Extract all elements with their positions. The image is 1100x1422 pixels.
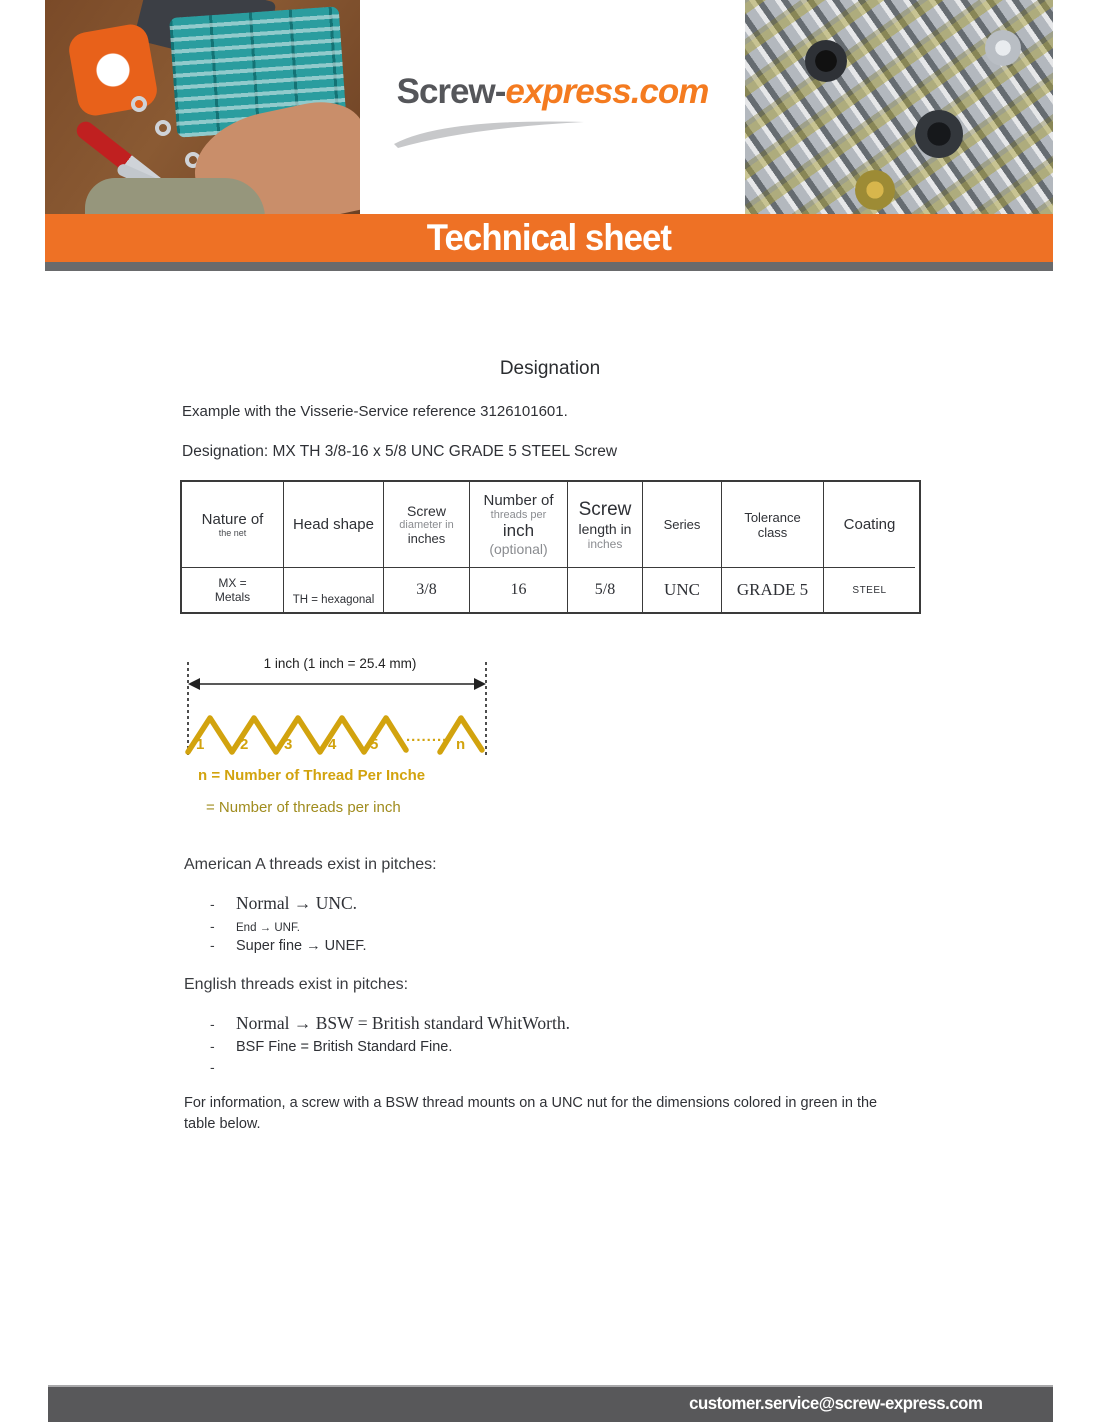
logo-text-express: express.com (505, 72, 709, 111)
thread-number: 2 (240, 736, 249, 753)
list-item: - Normal → UNC. (210, 893, 358, 913)
table-cell-tolerance: GRADE 5 (721, 568, 823, 612)
thread-n-label: n (456, 736, 466, 753)
list-item: - Normal → BSW = British standard WhitWorth. (210, 1013, 570, 1033)
table-header-coating: Coating (823, 482, 915, 568)
photo-washer (155, 120, 171, 136)
page-title: Designation (499, 358, 601, 379)
site-logo (360, 72, 745, 112)
thread-number: 3 (284, 736, 293, 753)
table-cell-threads: 16 (469, 568, 567, 612)
thread-zigzag-illustration (180, 656, 500, 766)
photo-sleeve (85, 178, 265, 214)
thread-pitch-diagram (180, 656, 500, 766)
table-cell-diameter: 3/8 (383, 568, 469, 612)
table-header-head-shape: Head shape (283, 482, 383, 568)
table-cell-nature: MX = Metals (214, 576, 251, 604)
banner-divider (45, 262, 1053, 271)
designation-line: Designation: MX TH 3/8-16 x 5/8 UNC GRADE 5 STEEL Screw (182, 443, 618, 460)
english-threads-list (210, 1013, 570, 1076)
table-cell-head-shape: TH = hexagonal (283, 568, 383, 612)
bullet-dash: - (210, 1059, 215, 1075)
table-header-length: Screw length in inches (567, 482, 642, 568)
technical-sheet-banner (45, 214, 1053, 262)
threads-per-inch-legend: = Number of threads per inch (206, 799, 401, 816)
bsw-unc-note: For information, a screw with a BSW thread mounts on a UNC nut for the dimensions colored in green in the table below. (184, 1095, 878, 1132)
table-header-nature: Nature of the net (182, 482, 283, 568)
thread-number: 4 (328, 736, 337, 753)
table-header-tolerance: Tolerance class (721, 482, 823, 568)
footer-bar (48, 1385, 1053, 1422)
thread-ellipsis: ......... (406, 728, 453, 745)
bullet-dash: - (210, 937, 215, 953)
photo-screw-head (915, 110, 963, 158)
threads-per-inch-legend-gold: n = Number of Thread Per Inche (198, 767, 426, 784)
logo-area (360, 0, 745, 214)
designation-table (180, 480, 921, 614)
left-header-photo (45, 0, 360, 214)
photo-screw-head (805, 40, 847, 82)
inch-dimension-label: 1 inch (1 inch = 25.4 mm) (263, 656, 417, 671)
example-line: Example with the Visserie-Service reference 3126101601. (182, 403, 568, 420)
right-header-photo (745, 0, 1053, 214)
table-header-threads: Number of threads per inch (optional) (469, 482, 567, 568)
table-header-series: Series (642, 482, 721, 568)
bullet-dash: - (210, 918, 215, 934)
photo-washer (131, 96, 147, 112)
banner-title: Technical sheet (426, 217, 672, 258)
list-item: - End → UNF. (210, 918, 300, 934)
customer-service-email-link[interactable]: customer.service@screw-express.com (689, 1393, 983, 1413)
logo-swoosh-icon (388, 116, 588, 150)
photo-screw-head (985, 30, 1021, 66)
table-cell-length: 5/8 (567, 568, 642, 612)
bullet-dash: - (210, 896, 215, 912)
thread-number: 1 (196, 736, 205, 753)
thread-number: 5 (370, 736, 379, 753)
table-header-diameter: Screw diameter in inches (383, 482, 469, 568)
table-cell-coating: STEEL (823, 568, 915, 612)
list-item: - BSF Fine = British Standard Fine. (210, 1038, 453, 1055)
list-item: - Super fine → UNEF. (210, 937, 367, 954)
list-item (210, 1059, 570, 1076)
table-cell-series: UNC (642, 568, 721, 612)
american-threads-list (210, 893, 367, 958)
logo-text-screw: Screw- (396, 72, 506, 111)
photo-screw-head (855, 170, 895, 210)
english-threads-heading: English threads exist in pitches: (184, 976, 409, 993)
bullet-dash: - (210, 1016, 215, 1032)
bullet-dash: - (210, 1038, 215, 1054)
american-threads-heading: American A threads exist in pitches: (184, 856, 437, 873)
